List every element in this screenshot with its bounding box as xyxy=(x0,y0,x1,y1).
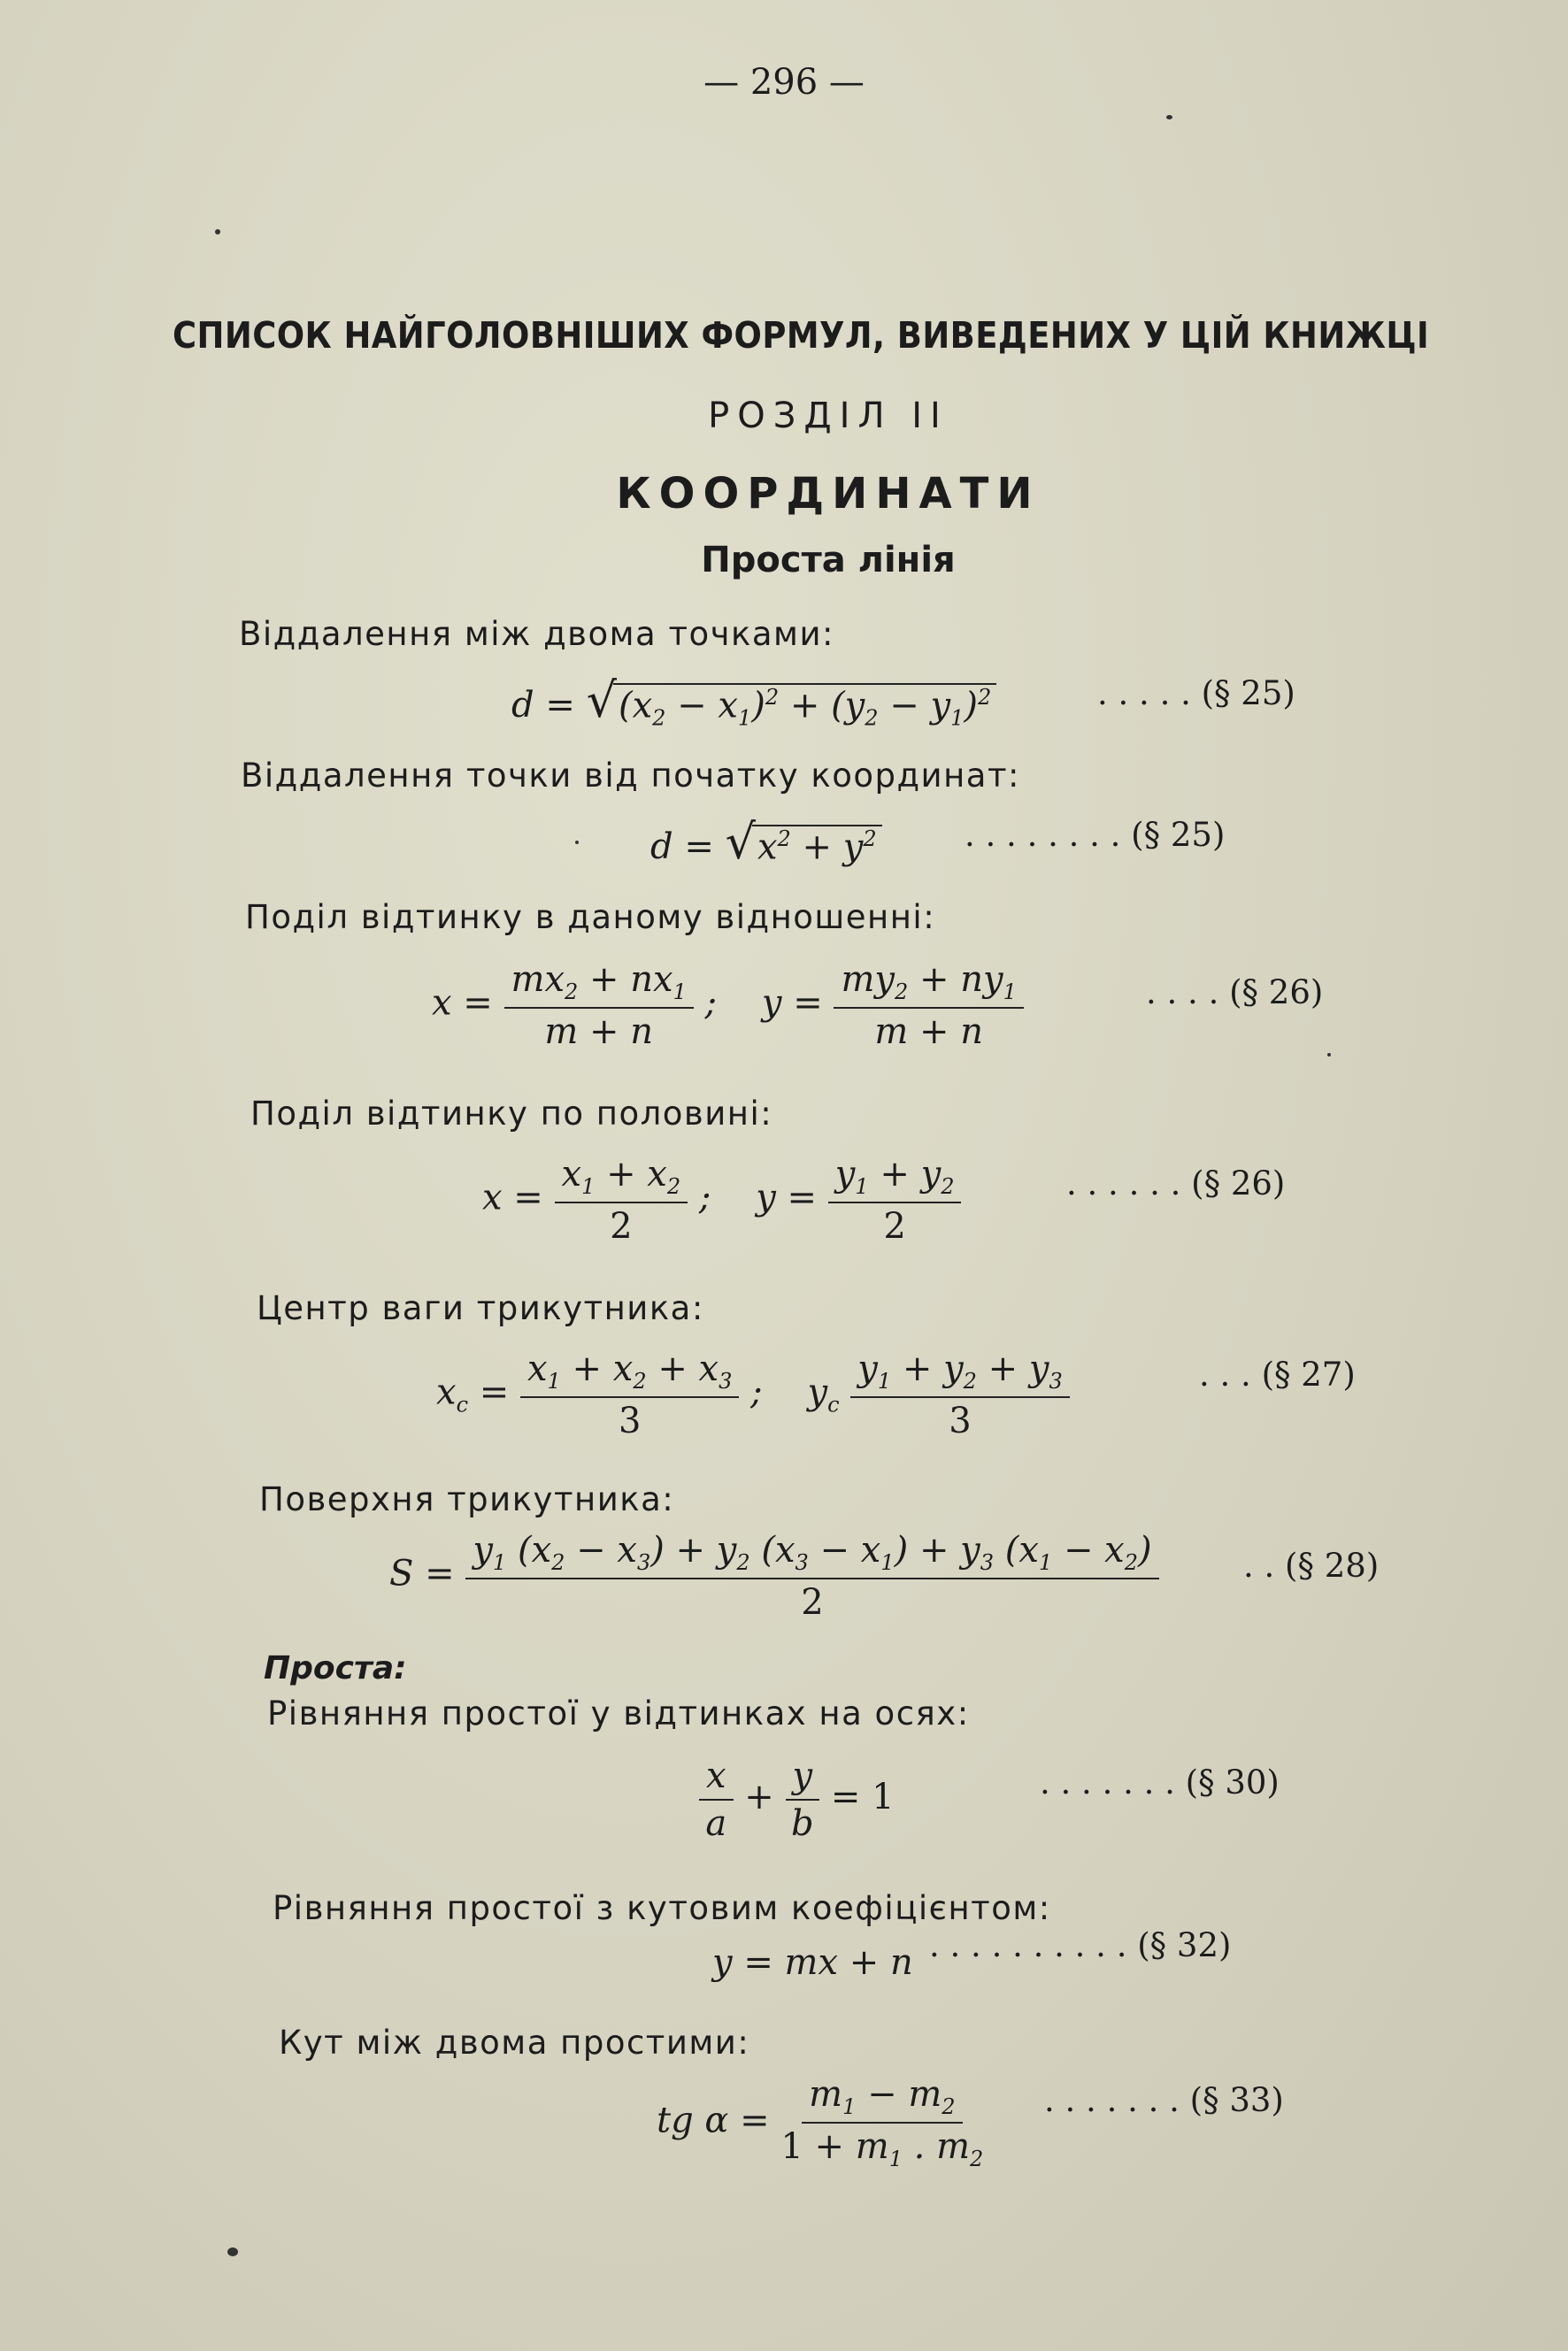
section-heading: РОЗДІЛ II xyxy=(708,396,949,436)
page-number: — 296 — xyxy=(703,62,865,103)
item-label: Віддалення між двома точками: xyxy=(239,615,834,653)
section-ref: . . . . . . . . (§ 25) xyxy=(965,816,1226,854)
paper-speck xyxy=(227,2247,238,2256)
formula-intercept-form: $\frac{x}{a}$ + $\frac{y}{b}$ = 1 xyxy=(699,1756,895,1843)
section-ref: . . . . . . (§ 26) xyxy=(1066,1164,1286,1202)
formula-angle: tg α = $\frac{m_1 - m_2}{1 + m_1 . m_2}$ xyxy=(657,2074,984,2172)
paper-speck xyxy=(215,229,220,234)
formula-midpoint: x = $\frac{x_1 + x_2}{2}$ ; y = $\frac{y_1 + y_2}{2}$ xyxy=(482,1155,961,1246)
item-label: Поділ відтинку в даному відношенні: xyxy=(245,898,936,936)
section-ref: . . . . (§ 26) xyxy=(1146,973,1324,1011)
formula-centroid: $x_c$ = $\frac{x_1 + x_2 + x_3}{3}$ ; $y_c$ $\frac{y_1 + y_2 + y_3}{3}$ xyxy=(436,1349,1070,1441)
formula-division-ratio: x = $\frac{mx_2 + nx_1}{m + n}$ ; y = $\frac{my_2 + ny_1}{m + n}$ xyxy=(432,960,1024,1051)
item-label: Кут між двома простими: xyxy=(279,2024,750,2062)
chapter-heading: КООРДИНАТИ xyxy=(616,469,1041,519)
section-ref: . . . . . (§ 25) xyxy=(1097,674,1295,712)
section-ref: . . . . . . . (§ 30) xyxy=(1040,1763,1280,1802)
subheading: Проста: xyxy=(264,1650,407,1686)
page-title: СПИСОК НАЙГОЛОВНІШИХ ФОРМУЛ, ВИВЕДЕНИХ У ЦІЙ КНИЖЦІ xyxy=(173,314,1430,357)
section-ref: . . (§ 28) xyxy=(1243,1547,1380,1585)
item-label: Центр ваги трикутника: xyxy=(257,1289,704,1327)
formula-slope-form: y = mx + n xyxy=(712,1942,913,1983)
paper-speck xyxy=(575,841,579,844)
section-ref: . . . . . . . (§ 33) xyxy=(1044,2081,1284,2119)
item-label: Рівняння простої у відтинках на осях: xyxy=(267,1694,970,1733)
subchapter-heading: Проста лінія xyxy=(701,540,956,580)
item-label: Поділ відтинку по половині: xyxy=(250,1095,773,1133)
section-ref: . . . (§ 27) xyxy=(1199,1356,1356,1394)
section-ref: . . . . . . . . . . (§ 32) xyxy=(929,1926,1232,1964)
item-label: Рівняння простої з кутовим коефіцієнтом: xyxy=(273,1889,1051,1927)
formula-triangle-area: S = $\frac{y_1 (x_2 - x_3) + y_2 (x_3 - x_1) + y_3 (x_1 - x_2)}{2}$ xyxy=(389,1531,1159,1622)
item-label: Віддалення точки від початку координат: xyxy=(241,757,1020,795)
paper-speck xyxy=(1166,115,1172,119)
formula-distance-origin: $d = √x^2 + y^2$ xyxy=(650,814,882,870)
item-label: Поверхня трикутника: xyxy=(259,1480,675,1518)
formula-distance: $d = √(x_2 - x_1)^2 + (y_2 - y_1)^2$ xyxy=(511,672,996,730)
paper-speck xyxy=(1327,1053,1331,1056)
